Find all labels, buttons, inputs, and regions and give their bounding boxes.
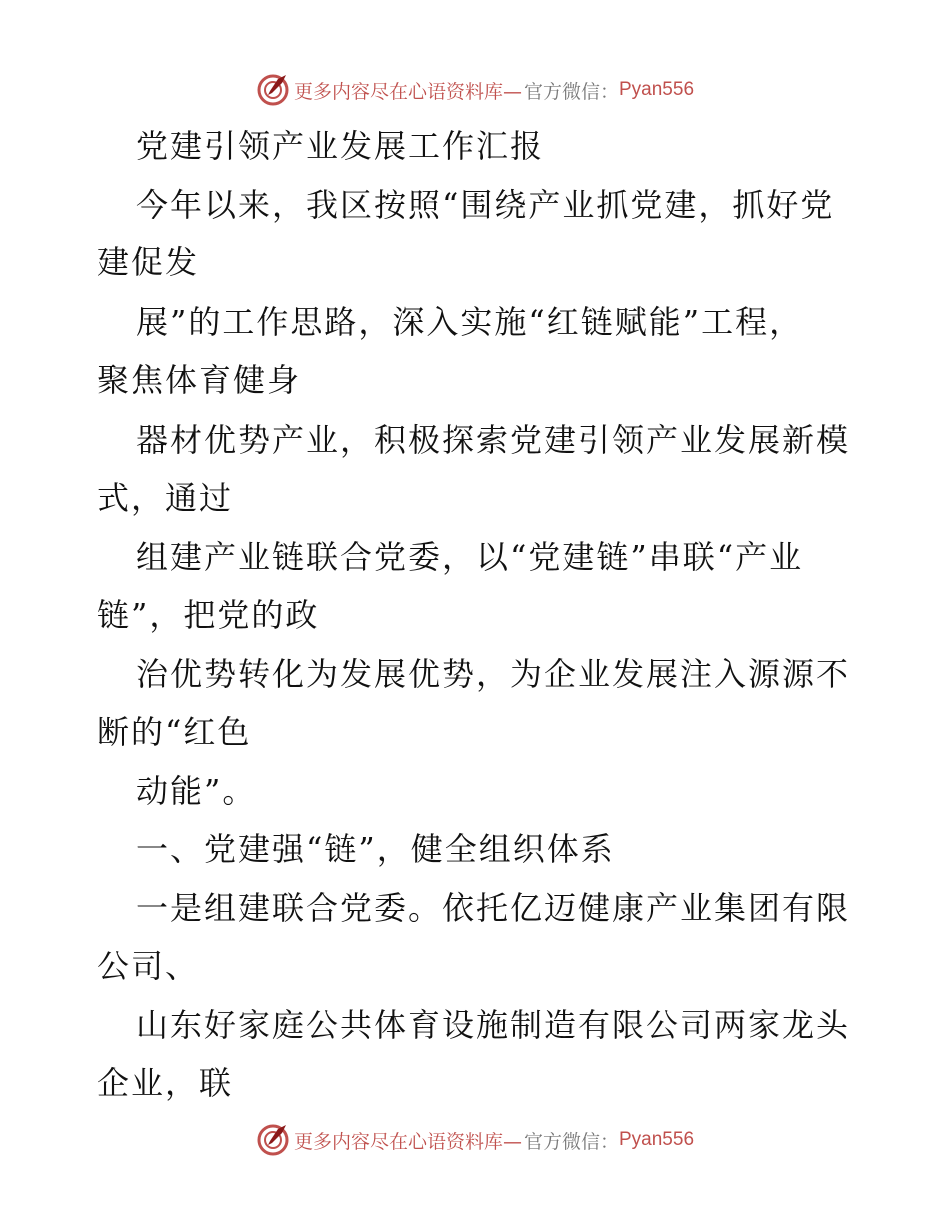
paragraph-line: 山东好家庭公共体育设施制造有限公司两家龙头 xyxy=(136,1006,851,1044)
footer-watermark xyxy=(0,1120,950,1160)
paragraph-line: 动能”。 xyxy=(136,772,257,810)
section-heading: 一、党建强“链”，健全组织体系 xyxy=(136,830,615,868)
pen-logo-icon xyxy=(256,73,290,107)
watermark-wechat-label: 官方微信： xyxy=(523,1130,619,1153)
pen-logo-icon xyxy=(256,1123,290,1157)
paragraph-line: 建促发 xyxy=(97,243,200,281)
paragraph-line: 式，通过 xyxy=(97,479,234,517)
paragraph-line: 断的“红色 xyxy=(97,713,252,751)
paragraph-line: 企业，联 xyxy=(97,1064,234,1102)
document-title: 党建引领产业发展工作汇报 xyxy=(136,127,545,165)
paragraph-line: 今年以来，我区按照“围绕产业抓党建，抓好党 xyxy=(136,186,835,224)
watermark-text: 更多内容尽在心语资料库— xyxy=(293,80,522,103)
watermark-wechat-id: Pyan556 xyxy=(619,79,695,100)
watermark-text: 更多内容尽在心语资料库— xyxy=(293,1130,522,1153)
paragraph-line: 链”，把党的政 xyxy=(97,596,320,634)
paragraph-line: 治优势转化为发展优势，为企业发展注入源源不 xyxy=(136,655,851,693)
paragraph-line: 聚焦体育健身 xyxy=(97,361,302,399)
paragraph-line: 器材优势产业，积极探索党建引领产业发展新模 xyxy=(136,421,851,459)
header-watermark xyxy=(0,70,950,110)
paragraph-line: 组建产业链联合党委，以“党建链”串联“产业 xyxy=(136,538,804,576)
paragraph-line: 公司、 xyxy=(97,947,200,985)
watermark-wechat-id: Pyan556 xyxy=(619,1129,695,1150)
watermark-wechat-label: 官方微信： xyxy=(523,80,619,103)
paragraph-line: 展”的工作思路，深入实施“红链赋能”工程， xyxy=(136,303,804,341)
paragraph-line: 一是组建联合党委。依托亿迈健康产业集团有限 xyxy=(136,889,851,927)
